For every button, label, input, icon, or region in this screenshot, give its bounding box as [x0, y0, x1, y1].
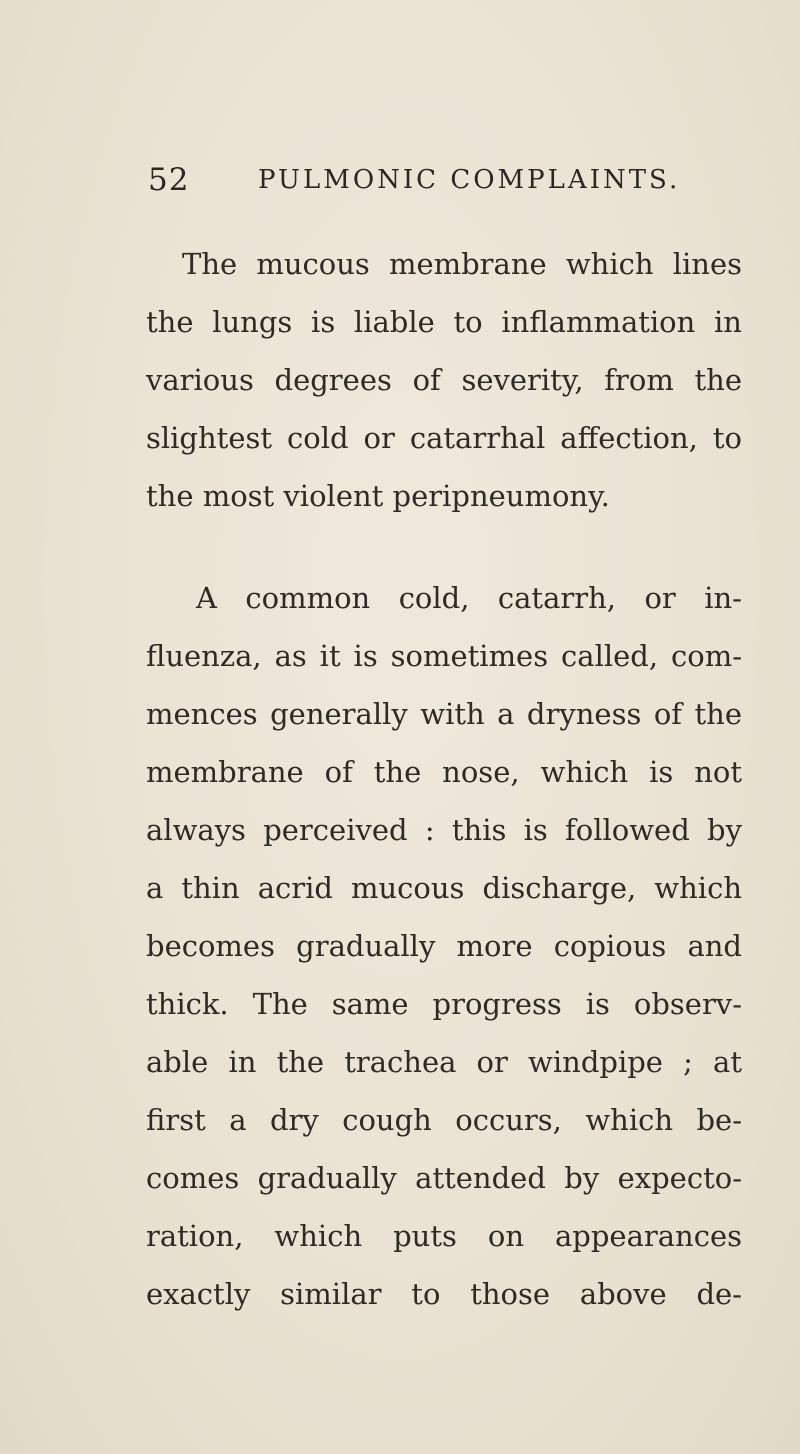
text-line: fluenza, as it is sometimes called, com- [146, 639, 742, 673]
text-line: The mucous membrane which lines [182, 247, 742, 281]
text-line: ration, which puts on appearances [146, 1219, 742, 1253]
text-line: A common cold, catarrh, or in- [196, 581, 742, 615]
text-line: becomes gradually more copious and [146, 929, 742, 963]
text-line: the most violent peripneumony. [146, 479, 610, 513]
text-line: a thin acrid mucous discharge, which [146, 871, 742, 905]
text-line: always perceived : this is followed by [146, 813, 742, 847]
text-line: membrane of the nose, which is not [146, 755, 742, 789]
page-header [148, 162, 768, 202]
text-line: able in the trachea or windpipe ; at [146, 1045, 742, 1079]
text-line: mences generally with a dryness of the [146, 697, 742, 731]
running-title: PULMONIC COMPLAINTS. [258, 165, 681, 195]
text-line: various degrees of severity, from the [146, 363, 742, 397]
text-line: first a dry cough occurs, which be- [146, 1103, 742, 1137]
text-line: slightest cold or catarrhal affection, to [146, 421, 742, 455]
text-line: the lungs is liable to inflammation in [146, 305, 742, 339]
page-number: 52 [148, 162, 190, 198]
text-line: exactly similar to those above de- [146, 1277, 742, 1311]
text-line: comes gradually attended by expecto- [146, 1161, 742, 1195]
text-line: thick. The same progress is observ- [146, 987, 742, 1021]
